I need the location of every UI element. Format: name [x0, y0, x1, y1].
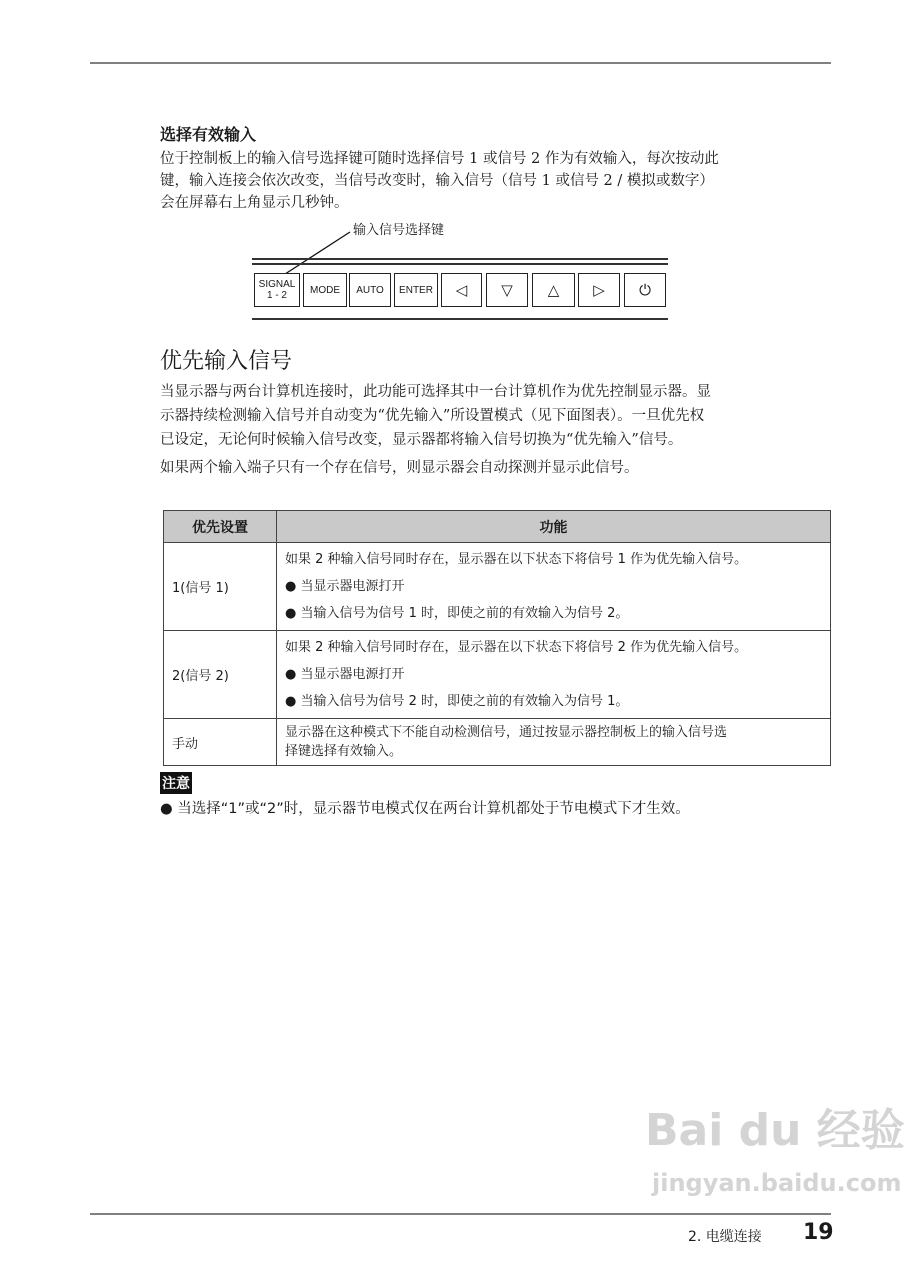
priority-table — [163, 510, 831, 766]
panel-edge — [252, 258, 668, 260]
function-cell: 显示器在这种模式下不能自动检测信号，通过按显示器控制板上的输入信号选 择键选择有效输入。 — [277, 719, 831, 766]
text-line: 键，输入连接会依次改变，当信号改变时，输入信号（信号 1 或信号 2 / 模拟或数字） — [160, 173, 714, 189]
text-line: 当显示器与两台计算机连接时，此功能可选择其中一台计算机作为优先控制显示器。显 — [160, 384, 711, 400]
left-arrow-icon[interactable]: ◁ — [441, 273, 482, 307]
note-tag: 注意 — [160, 772, 192, 794]
text-line: 示器持续检测输入信号并自动变为“优先输入”所设置模式（见下面图表）。一旦优先权 — [160, 408, 705, 424]
setting-cell: 手动 — [164, 719, 277, 766]
watermark-url: jingyan.baidu.com — [652, 1169, 902, 1197]
table-row — [164, 631, 831, 719]
function-cell: 如果 2 种输入信号同时存在，显示器在以下状态下将信号 2 作为优先输入信号。 ● 当显示器电源打开 ● 当输入信号为信号 2 时，即使之前的有效输入为信号 1。 — [277, 631, 831, 719]
right-arrow-icon[interactable]: ▷ — [578, 273, 620, 307]
table-header: 功能 — [277, 511, 831, 543]
signal-select-button[interactable]: SIGNAL 1 - 2 — [254, 273, 300, 307]
function-cell: 如果 2 种输入信号同时存在，显示器在以下状态下将信号 1 作为优先输入信号。 ● 当显示器电源打开 ● 当输入信号为信号 1 时，即使之前的有效输入为信号 2。 — [277, 543, 831, 631]
watermark-logo: Bai du 经验 — [645, 1105, 905, 1156]
footer-chapter: 2. 电缆连接 — [688, 1229, 762, 1245]
enter-button[interactable]: ENTER — [394, 273, 438, 307]
down-arrow-icon[interactable]: ▽ — [486, 273, 528, 307]
table-header-row — [164, 511, 831, 543]
mode-button[interactable]: MODE — [303, 273, 347, 307]
section-title-select-input: 选择有效输入 — [160, 125, 257, 144]
section2-paragraph — [160, 380, 840, 452]
callout-label: 输入信号选择键 — [353, 223, 445, 238]
page-number: 19 — [803, 1220, 834, 1245]
table-row — [164, 543, 831, 631]
table-row — [164, 719, 831, 766]
text-line: 会在屏幕右上角显示几秒钟。 — [160, 195, 349, 211]
power-icon[interactable]: ⏻ — [624, 273, 666, 307]
note-text: ● 当选择“1”或“2”时，显示器节电模式仅在两台计算机都处于节电模式下才生效。 — [160, 801, 690, 817]
setting-cell: 1(信号 1) — [164, 543, 277, 631]
section2-paragraph2: 如果两个输入端子只有一个存在信号，则显示器会自动探测并显示此信号。 — [160, 460, 639, 476]
table-header: 优先设置 — [164, 511, 277, 543]
text-line: 位于控制板上的输入信号选择键可随时选择信号 1 或信号 2 作为有效输入，每次按动此 — [160, 151, 719, 167]
auto-button[interactable]: AUTO — [349, 273, 391, 307]
text-line: 已设定，无论何时候输入信号改变，显示器都将输入信号切换为“优先输入”信号。 — [160, 432, 683, 448]
footer-rule — [90, 1213, 831, 1215]
panel-edge — [252, 263, 668, 265]
panel-edge — [252, 318, 668, 320]
setting-cell: 2(信号 2) — [164, 631, 277, 719]
section-title-priority-input: 优先输入信号 — [160, 349, 293, 374]
up-arrow-icon[interactable]: △ — [532, 273, 575, 307]
